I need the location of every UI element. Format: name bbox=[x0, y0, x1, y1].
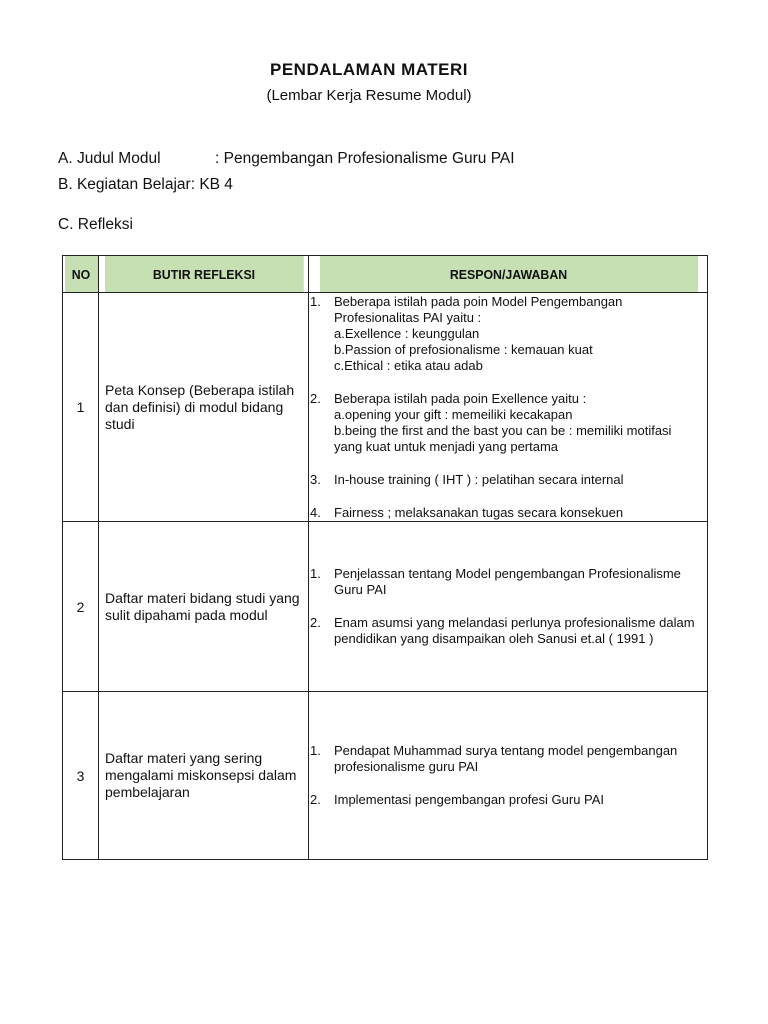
table-header-row bbox=[63, 256, 708, 293]
header-no: NO bbox=[63, 256, 97, 293]
response-item-text: Enam asumsi yang melandasi perlunya profesionalisme dalam pendidikan yang disampaikan oleh Sanusi et.al ( 1991 ) bbox=[334, 615, 695, 646]
response-item bbox=[309, 472, 707, 488]
judul-modul-line bbox=[58, 150, 515, 168]
kegiatan-belajar-line bbox=[58, 176, 233, 194]
response-list bbox=[309, 743, 707, 808]
row-number: 1 bbox=[63, 293, 99, 522]
response-item-number: 1. bbox=[310, 743, 321, 758]
response-item-text: In-house training ( IHT ) : pelatihan secara internal bbox=[334, 471, 624, 487]
judul-modul-value: : Pengembangan Profesionalisme Guru PAI bbox=[215, 150, 515, 167]
header-respon-jawaban: RESPON/JAWABAN bbox=[318, 256, 697, 293]
response-list bbox=[309, 294, 707, 521]
response-item-number: 4. bbox=[310, 504, 321, 520]
kegiatan-belajar-value: : KB 4 bbox=[190, 176, 233, 193]
response-item-text: Beberapa istilah pada poin Model Pengembangan Profesionalitas PAI yaitu : bbox=[334, 293, 623, 325]
response-list bbox=[309, 566, 707, 647]
response-item-text: Pendapat Muhammad surya tentang model pengembangan profesionalisme guru PAI bbox=[334, 743, 678, 774]
response-item bbox=[309, 566, 707, 598]
row-number: 3 bbox=[63, 692, 99, 860]
response-sub-item: b.being the first and the bast you can be : memiliki motifasi yang kuat untuk menjadi yang pertama bbox=[334, 422, 672, 454]
response-sub-item: c.Ethical : etika atau adab bbox=[334, 357, 483, 373]
response-item-text: Penjelassan tentang Model pengembangan Profesionalisme Guru PAI bbox=[334, 566, 681, 597]
response-item bbox=[309, 743, 707, 775]
response-item-number: 2. bbox=[310, 792, 321, 807]
response-item-number: 1. bbox=[310, 293, 321, 309]
response-sub-item: b.Passion of prefosionalisme : kemauan kuat bbox=[334, 341, 593, 357]
butir-refleksi-cell: Peta Konsep (Beberapa istilah dan definisi) di modul bidang studi bbox=[99, 293, 309, 522]
document-title: PENDALAMAN MATERI bbox=[269, 60, 468, 79]
response-item-number: 1. bbox=[310, 566, 321, 581]
response-item bbox=[309, 615, 707, 647]
response-item-text: Implementasi pengembangan profesi Guru PAI bbox=[334, 792, 605, 807]
table-row bbox=[63, 692, 708, 860]
respon-jawaban-cell bbox=[309, 522, 708, 692]
response-item-number: 2. bbox=[310, 615, 321, 630]
judul-modul-label: A. Judul Modul bbox=[58, 150, 161, 167]
response-item-text: Beberapa istilah pada poin Exellence yaitu : bbox=[334, 390, 587, 406]
refleksi-heading: C. Refleksi bbox=[58, 216, 133, 233]
response-item-text: Fairness ; melaksanakan tugas secara konsekuen bbox=[334, 504, 624, 520]
table-row bbox=[63, 522, 708, 692]
response-item bbox=[309, 294, 707, 374]
response-item bbox=[309, 391, 707, 455]
row-number: 2 bbox=[63, 522, 99, 692]
respon-jawaban-cell bbox=[309, 692, 708, 860]
butir-refleksi-cell: Daftar materi bidang studi yang sulit dipahami pada modul bbox=[99, 522, 309, 692]
response-item-number: 3. bbox=[310, 471, 321, 487]
table-row bbox=[63, 293, 708, 522]
reflection-table bbox=[62, 255, 708, 860]
response-sub-item: a.Exellence : keunggulan bbox=[334, 325, 480, 341]
respon-jawaban-cell bbox=[309, 293, 708, 522]
response-item bbox=[309, 505, 707, 521]
response-item-number: 2. bbox=[310, 390, 321, 406]
response-item bbox=[309, 792, 707, 808]
header-butir-refleksi: BUTIR REFLEKSI bbox=[104, 256, 304, 293]
kegiatan-belajar-label: B. Kegiatan Belajar bbox=[58, 176, 191, 193]
butir-refleksi-cell: Daftar materi yang sering mengalami miskonsepsi dalam pembelajaran bbox=[99, 692, 309, 860]
document-subtitle: (Lembar Kerja Resume Modul) bbox=[266, 87, 472, 104]
response-sub-item: a.opening your gift : memeiliki kecakapan bbox=[334, 406, 573, 422]
